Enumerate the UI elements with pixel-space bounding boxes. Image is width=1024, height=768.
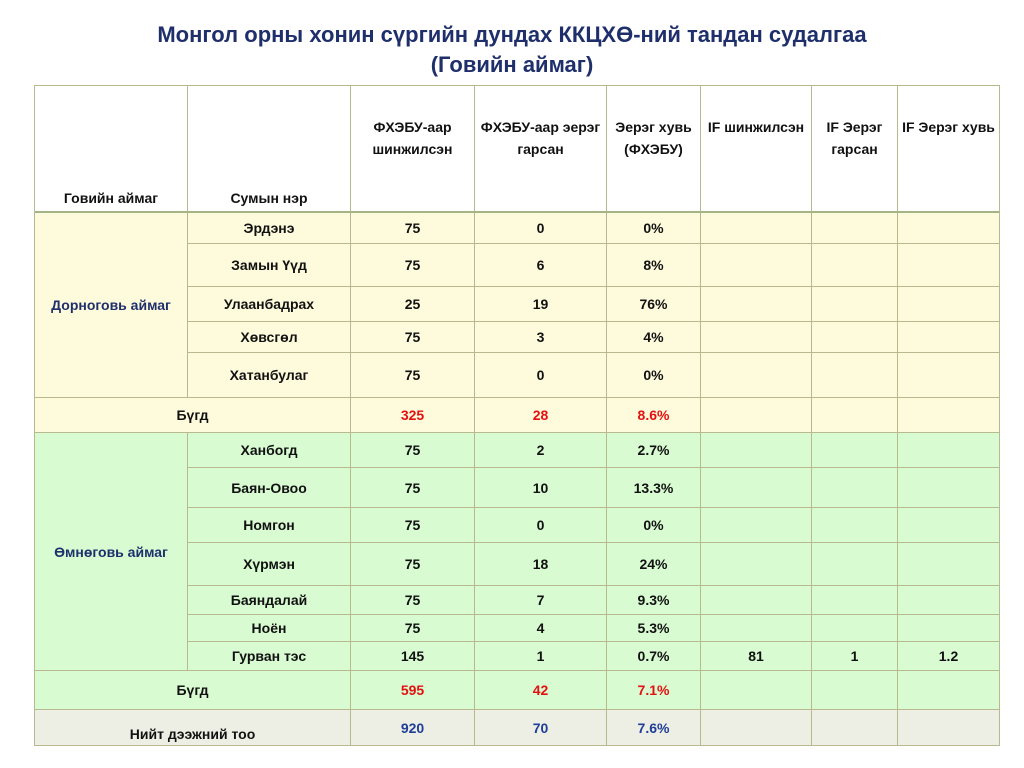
sum-cell: Номгон (188, 508, 351, 543)
if-percent-cell (898, 213, 999, 244)
page-title: Монгол орны хонин сүргийн дундах ККЦХӨ-ний тандан судалгаа (157, 22, 867, 47)
sum-cell: Баян-Овоо (188, 468, 351, 508)
header-elisa-tested: ФХЭБУ-аар шинжилсэн (351, 86, 475, 212)
grand-total-label: Нийт дээжний тоо (35, 710, 351, 745)
if-tested-cell (701, 468, 812, 508)
if-positive-cell (812, 468, 898, 508)
subtotal-label: Бүгд (35, 671, 351, 710)
elisa-percent-cell: 2.7% (607, 433, 701, 468)
subtotal-elisa-tested: 595 (351, 671, 475, 710)
if-percent-cell (898, 543, 999, 586)
if-percent-cell (898, 615, 999, 642)
elisa-percent-cell: 0% (607, 213, 701, 244)
if-tested-cell (701, 244, 812, 287)
elisa-positive-cell: 7 (475, 586, 607, 615)
header-elisa-positive: ФХЭБУ-аар эерэг гарсан (475, 86, 607, 212)
sum-cell: Гурван тэс (188, 642, 351, 671)
if-positive-cell (812, 615, 898, 642)
elisa-tested-cell: 75 (351, 615, 475, 642)
elisa-positive-cell: 0 (475, 508, 607, 543)
if-positive-cell (812, 287, 898, 322)
aimag-cell: Өмнөговь аймаг (35, 433, 188, 671)
subtotal-elisa-positive: 28 (475, 398, 607, 433)
elisa-tested-cell: 75 (351, 213, 475, 244)
elisa-percent-cell: 9.3% (607, 586, 701, 615)
elisa-percent-cell: 13.3% (607, 468, 701, 508)
elisa-percent-cell: 5.3% (607, 615, 701, 642)
elisa-tested-cell: 145 (351, 642, 475, 671)
elisa-percent-cell: 0% (607, 353, 701, 398)
if-positive-cell (812, 353, 898, 398)
elisa-positive-cell: 19 (475, 287, 607, 322)
grand-total-elisa-percent: 7.6% (607, 710, 701, 745)
if-positive-cell (812, 213, 898, 244)
subtotal-if-percent (898, 398, 999, 433)
elisa-percent-cell: 0% (607, 508, 701, 543)
if-tested-cell (701, 586, 812, 615)
elisa-positive-cell: 1 (475, 642, 607, 671)
if-percent-cell (898, 287, 999, 322)
sum-cell: Хүрмэн (188, 543, 351, 586)
if-tested-cell: 81 (701, 642, 812, 671)
if-percent-cell (898, 586, 999, 615)
elisa-tested-cell: 75 (351, 353, 475, 398)
if-positive-cell (812, 322, 898, 353)
subtotal-if-percent (898, 671, 999, 710)
header-if-positive: IF Эерэг гарсан (812, 86, 898, 212)
elisa-tested-cell: 75 (351, 244, 475, 287)
elisa-tested-cell: 75 (351, 508, 475, 543)
elisa-positive-cell: 10 (475, 468, 607, 508)
subtotal-if-tested (701, 671, 812, 710)
elisa-positive-cell: 0 (475, 353, 607, 398)
header-if-percent: IF Эерэг хувь (898, 86, 999, 212)
elisa-tested-cell: 75 (351, 543, 475, 586)
subtotal-if-positive (812, 398, 898, 433)
elisa-percent-cell: 8% (607, 244, 701, 287)
if-percent-cell (898, 322, 999, 353)
sum-cell: Замын Үүд (188, 244, 351, 287)
subtotal-elisa-positive: 42 (475, 671, 607, 710)
if-positive-cell (812, 244, 898, 287)
sum-cell: Хатанбулаг (188, 353, 351, 398)
grand-total-elisa-positive: 70 (475, 710, 607, 745)
sum-cell: Хөвсгөл (188, 322, 351, 353)
elisa-percent-cell: 76% (607, 287, 701, 322)
header-aimag: Говийн аймаг (35, 86, 188, 212)
sum-cell: Ноён (188, 615, 351, 642)
subtotal-if-positive (812, 671, 898, 710)
if-positive-cell: 1 (812, 642, 898, 671)
subtotal-elisa-percent: 7.1% (607, 671, 701, 710)
elisa-percent-cell: 0.7% (607, 642, 701, 671)
if-positive-cell (812, 433, 898, 468)
if-tested-cell (701, 543, 812, 586)
if-percent-cell (898, 353, 999, 398)
if-positive-cell (812, 543, 898, 586)
if-percent-cell (898, 468, 999, 508)
subtotal-elisa-tested: 325 (351, 398, 475, 433)
header-sum: Сумын нэр (188, 86, 351, 212)
sum-cell: Ханбогд (188, 433, 351, 468)
sum-cell: Эрдэнэ (188, 213, 351, 244)
if-tested-cell (701, 508, 812, 543)
elisa-percent-cell: 4% (607, 322, 701, 353)
elisa-positive-cell: 2 (475, 433, 607, 468)
if-percent-cell (898, 433, 999, 468)
elisa-positive-cell: 3 (475, 322, 607, 353)
grand-total-if-percent (898, 710, 999, 745)
if-tested-cell (701, 322, 812, 353)
if-tested-cell (701, 353, 812, 398)
elisa-tested-cell: 75 (351, 586, 475, 615)
subtotal-if-tested (701, 398, 812, 433)
elisa-tested-cell: 25 (351, 287, 475, 322)
elisa-tested-cell: 75 (351, 433, 475, 468)
elisa-positive-cell: 0 (475, 213, 607, 244)
header-if-tested: IF шинжилсэн (701, 86, 812, 212)
grand-total-if-tested (701, 710, 812, 745)
elisa-positive-cell: 4 (475, 615, 607, 642)
elisa-positive-cell: 6 (475, 244, 607, 287)
elisa-tested-cell: 75 (351, 468, 475, 508)
if-tested-cell (701, 615, 812, 642)
subtotal-elisa-percent: 8.6% (607, 398, 701, 433)
if-tested-cell (701, 287, 812, 322)
survey-table (34, 85, 1000, 746)
grand-total-if-positive (812, 710, 898, 745)
aimag-cell: Дорноговь аймаг (35, 213, 188, 398)
elisa-positive-cell: 18 (475, 543, 607, 586)
if-tested-cell (701, 433, 812, 468)
elisa-tested-cell: 75 (351, 322, 475, 353)
header-elisa-percent: Эерэг хувь (ФХЭБУ) (607, 86, 701, 212)
grand-total-elisa-tested: 920 (351, 710, 475, 745)
if-percent-cell (898, 244, 999, 287)
elisa-percent-cell: 24% (607, 543, 701, 586)
subtotal-label: Бүгд (35, 398, 351, 433)
page-subtitle: (Говийн аймаг) (430, 52, 594, 77)
if-positive-cell (812, 586, 898, 615)
if-tested-cell (701, 213, 812, 244)
if-percent-cell: 1.2 (898, 642, 999, 671)
sum-cell: Баяндалай (188, 586, 351, 615)
if-positive-cell (812, 508, 898, 543)
sum-cell: Улаанбадрах (188, 287, 351, 322)
if-percent-cell (898, 508, 999, 543)
